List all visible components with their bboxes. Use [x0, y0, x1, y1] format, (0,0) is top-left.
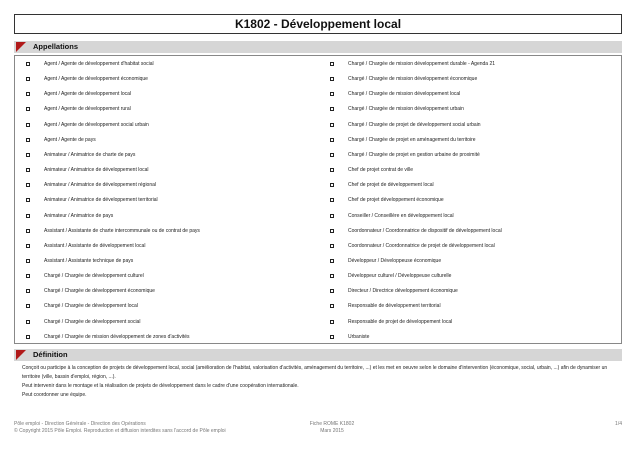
- appellation-label: Assistant / Assistante de charte intercommunale ou de contrat de pays: [44, 227, 200, 234]
- checkbox-square-icon: [26, 138, 30, 142]
- appellation-label: Chargé / Chargée de développement local: [44, 303, 138, 310]
- appellation-label: Assistant / Assistante de développement local: [44, 242, 146, 249]
- footer-copyright: © Copyright 2015 Pôle Emploi. Reproduction et diffusion interdites sans l'accord de Pôle emploi: [14, 428, 226, 434]
- appellation-label: Chargé / Chargée de développement économique: [44, 288, 155, 295]
- appellation-label: Animateur / Animatrice de charte de pays: [44, 151, 136, 158]
- checkbox-square-icon: [330, 259, 334, 263]
- appellation-label: Chef de projet contrat de ville: [348, 167, 414, 174]
- appellation-label: Responsable de projet de développement local: [348, 318, 453, 325]
- checkbox-square-icon: [26, 92, 30, 96]
- appellation-label: Chef de projet de développement local: [348, 182, 434, 189]
- checkbox-square-icon: [330, 62, 334, 66]
- appellation-label: Animateur / Animatrice de développement local: [44, 167, 149, 174]
- definition-paragraph: Conçoit ou participe à la conception de projets de développement local, social (amélioration de l'habitat, valorisation d'activités, aménagement du territoire, ...) et les met en oeuvre selon le domaine d'intervention (économique, social, urbain, ...) afin de dynamiser un territoire (ville, bassin d'emploi, région, ...).: [22, 365, 608, 380]
- appellation-label: Chef de projet développement économique: [348, 197, 444, 204]
- appellation-label: Directeur / Directrice développement économique: [348, 288, 458, 295]
- checkbox-square-icon: [26, 229, 30, 233]
- checkbox-square-icon: [330, 198, 334, 202]
- appellation-label: Agent / Agente de développement local: [44, 91, 132, 98]
- appellation-label: Chargé / Chargée de mission développement urbain: [348, 106, 464, 113]
- checkbox-square-icon: [26, 304, 30, 308]
- checkbox-square-icon: [26, 335, 30, 339]
- checkbox-square-icon: [26, 289, 30, 293]
- checkbox-square-icon: [330, 289, 334, 293]
- checkbox-square-icon: [330, 214, 334, 218]
- section-marker-icon: [16, 350, 26, 360]
- appellation-label: Développeur culturel / Développeuse culturelle: [348, 273, 452, 280]
- appellation-label: Conseiller / Conseillère en développement local: [348, 212, 454, 219]
- appellation-label: Agent / Agente de développement rural: [44, 106, 131, 113]
- checkbox-square-icon: [26, 244, 30, 248]
- page-title: K1802 - Développement local: [14, 14, 622, 34]
- appellation-label: Coordonnateur / Coordonnatrice de projet de développement local: [348, 242, 495, 249]
- appellation-label: Chargé / Chargée de mission développement de zones d'activités: [44, 333, 190, 340]
- definition-text: [22, 364, 622, 400]
- appellations-list: [14, 55, 622, 344]
- appellation-label: Coordonnateur / Coordonnatrice de dispositif de développement local: [348, 227, 502, 234]
- checkbox-square-icon: [330, 274, 334, 278]
- appellation-label: Animateur / Animatrice de développement territorial: [44, 197, 158, 204]
- appellation-label: Animateur / Animatrice de pays: [44, 212, 114, 219]
- checkbox-square-icon: [26, 107, 30, 111]
- checkbox-square-icon: [330, 123, 334, 127]
- appellation-label: Agent / Agente de développement d'habitat social: [44, 61, 154, 67]
- checkbox-square-icon: [330, 77, 334, 81]
- section-marker-icon: [16, 42, 26, 52]
- appellation-label: Chargé / Chargée de mission développement économique: [348, 76, 478, 83]
- footer-fiche: Fiche ROME K1802: [309, 421, 355, 427]
- checkbox-square-icon: [330, 138, 334, 142]
- appellation-label: Chargé / Chargée de projet en aménagement du territoire: [348, 136, 476, 143]
- checkbox-square-icon: [330, 107, 334, 111]
- checkbox-square-icon: [330, 335, 334, 339]
- checkbox-square-icon: [26, 320, 30, 324]
- appellation-label: Développeur / Développeuse économique: [348, 257, 442, 264]
- checkbox-square-icon: [330, 244, 334, 248]
- definition-paragraph: Peut intervenir dans le montage et la réalisation de projets de développement dans le cadre d'une coopération internationale.: [22, 383, 299, 389]
- appellation-label: Chargé / Chargée de projet de développement social urbain: [348, 121, 481, 128]
- checkbox-square-icon: [330, 229, 334, 233]
- checkbox-square-icon: [330, 183, 334, 187]
- section-title: Appellations: [33, 42, 79, 51]
- checkbox-square-icon: [26, 259, 30, 263]
- checkbox-square-icon: [26, 183, 30, 187]
- appellation-label: Chargé / Chargée de projet en gestion urbaine de proximité: [348, 151, 480, 158]
- appellation-label: Agent / Agente de développement social urbain: [44, 121, 149, 128]
- section-header-appellations: [14, 41, 622, 53]
- appellation-label: Urbaniste: [348, 333, 370, 340]
- checkbox-square-icon: [26, 168, 30, 172]
- appellation-label: Agent / Agente de développement économique: [44, 76, 148, 83]
- checkbox-square-icon: [330, 168, 334, 172]
- checkbox-square-icon: [26, 123, 30, 127]
- checkbox-square-icon: [26, 274, 30, 278]
- checkbox-square-icon: [330, 304, 334, 308]
- appellation-label: Chargé / Chargée de mission développement durable - Agenda 21: [348, 61, 496, 67]
- checkbox-square-icon: [330, 153, 334, 157]
- appellation-label: Responsable de développement territorial: [348, 303, 441, 310]
- appellation-label: Assistant / Assistante technique de pays: [44, 257, 134, 264]
- footer-organization: Pôle emploi - Direction Générale - Direction des Opérations: [14, 421, 146, 427]
- appellation-label: Animateur / Animatrice de développement régional: [44, 182, 157, 189]
- checkbox-square-icon: [26, 77, 30, 81]
- checkbox-square-icon: [330, 320, 334, 324]
- section-title: Définition: [33, 350, 68, 359]
- footer-left: [14, 421, 226, 435]
- footer-page-number: 1/4: [615, 421, 622, 427]
- appellation-label: Chargé / Chargée de développement culturel: [44, 273, 144, 280]
- checkbox-square-icon: [330, 92, 334, 96]
- section-header-definition: [14, 349, 622, 361]
- checkbox-square-icon: [26, 214, 30, 218]
- appellation-label: Agent / Agente de pays: [44, 136, 96, 143]
- appellation-label: Chargé / Chargée de développement social: [44, 318, 141, 325]
- footer-date: Mars 2015: [320, 428, 344, 434]
- checkbox-square-icon: [26, 153, 30, 157]
- appellation-label: Chargé / Chargée de mission développement local: [348, 91, 461, 98]
- checkbox-square-icon: [26, 62, 30, 66]
- definition-paragraph: Peut coordonner une équipe.: [22, 392, 87, 398]
- footer-center: [297, 421, 367, 435]
- checkbox-square-icon: [26, 198, 30, 202]
